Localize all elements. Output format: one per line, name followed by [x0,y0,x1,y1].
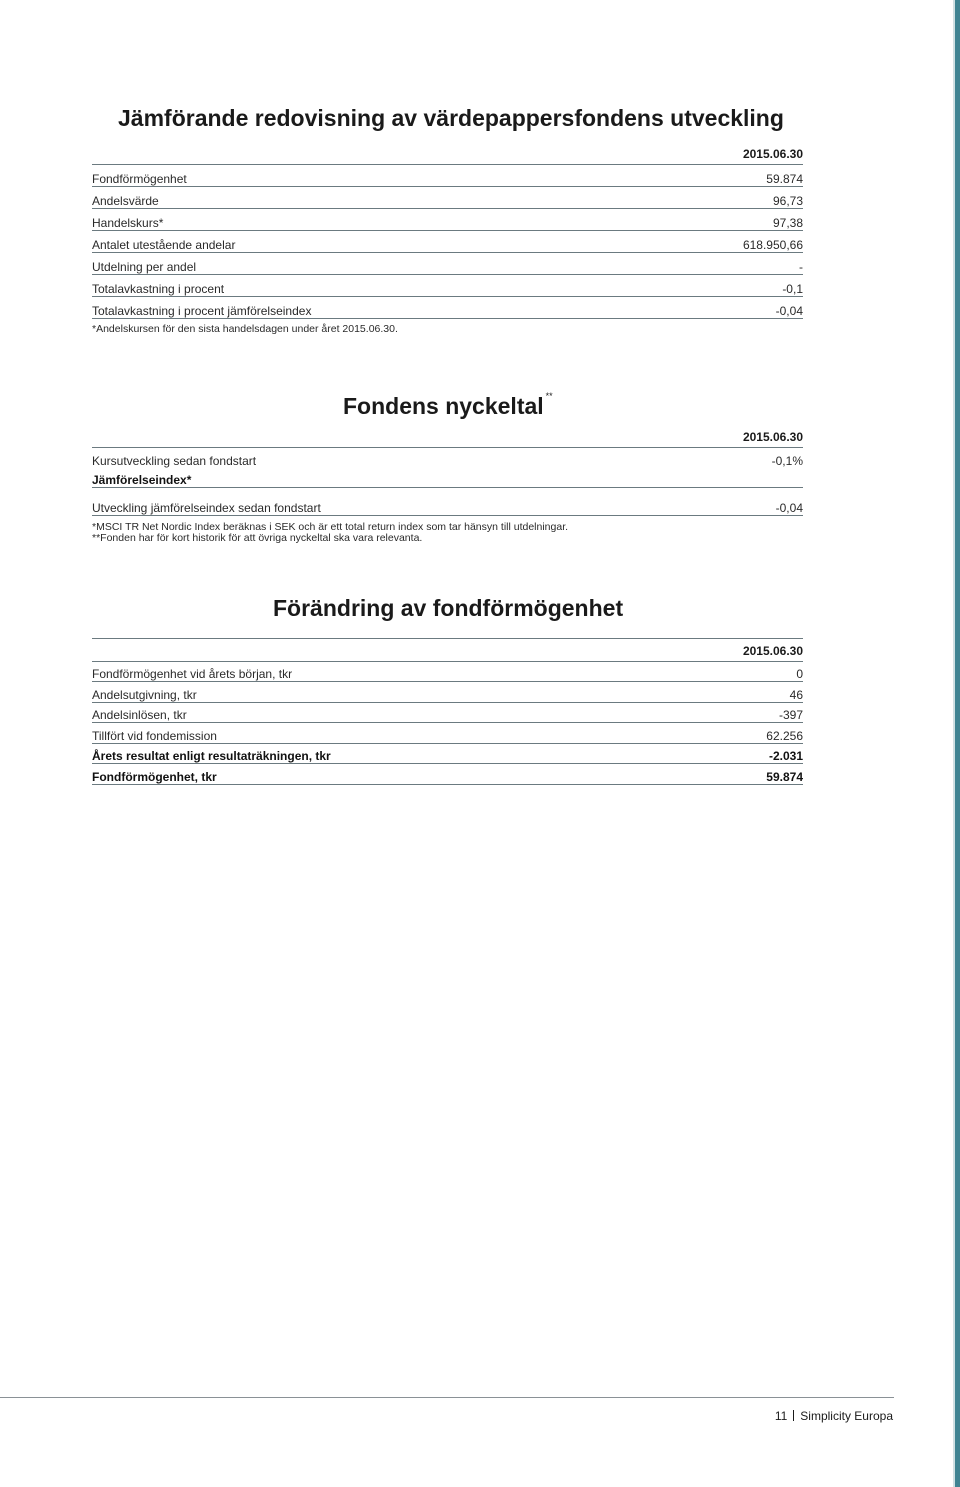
row-value: 46 [789,688,803,702]
row-label: Handelskurs* [92,216,164,230]
table-row [92,230,803,252]
table-bottom-rule [92,318,803,319]
row-value: 59.874 [766,770,803,784]
section3-title: Förändring av fondförmögenhet [273,595,624,621]
section2-note: **Fonden har för kort historik för att övriga nyckeltal ska vara relevanta. [92,532,423,544]
row-label: Utdelning per andel [92,260,197,274]
section2-subheading: Jämförelseindex* [92,473,192,487]
section1-date-header: 2015.06.30 [742,147,803,161]
page-number: 11 [774,1409,788,1423]
table-row [92,186,803,208]
row-label: Fondförmögenhet [92,172,187,186]
section2-date-header: 2015.06.30 [742,430,803,444]
table-row-total [92,743,803,763]
row-label: Totalavkastning i procent [92,282,225,296]
row-label: Fondförmögenhet, tkr [92,770,217,784]
row-value: -2.031 [768,749,803,763]
table-row-total [92,763,803,784]
table-bottom-rule [92,515,803,516]
row-value: 618.950,66 [742,238,803,252]
table-row [92,447,803,468]
section2-note: *MSCI TR Net Nordic Index beräknas i SEK och är ett total return index som tar hänsyn till utdelningar. [92,521,569,533]
row-value: 0 [796,667,803,681]
key-figures-table [92,427,803,544]
section2-title [343,393,553,420]
subheading-row [92,468,803,487]
row-label: Andelsvärde [92,194,159,208]
side-accent-fill [955,0,960,1487]
row-value: -397 [778,708,803,722]
row-value: - [799,260,803,274]
table-row [92,722,803,743]
row-label: Årets resultat enligt resultaträkningen, tkr [92,749,331,763]
table-row [92,661,803,681]
table-row [92,296,803,318]
row-value: -0,04 [775,501,803,515]
table-row [92,208,803,230]
row-value: -0,04 [775,304,803,318]
table-row [92,274,803,296]
section3-date-header: 2015.06.30 [742,644,803,658]
row-label: Andelsinlösen, tkr [92,708,187,722]
table-row [92,702,803,722]
side-accent-bar [953,0,960,1487]
row-label: Andelsutgivning, tkr [92,688,197,702]
change-table [92,638,803,785]
comparison-table [92,144,803,335]
row-label: Utveckling jämförelseindex sedan fondstart [92,501,321,515]
table-bottom-rule [92,784,803,785]
row-value: -0,1 [782,282,803,296]
row-label: Antalet utestående andelar [92,238,236,252]
row-label: Kursutveckling sedan fondstart [92,454,257,468]
table-top-rule [92,638,803,639]
section2-title-text: Fondens nyckeltal [343,393,544,419]
table-row [92,487,803,515]
row-label: Totalavkastning i procent jämförelseindex [92,304,312,318]
row-value: -0,1% [771,454,803,468]
footer-separator [793,1410,794,1421]
row-value: 62.256 [766,729,803,743]
row-value: 96,73 [772,194,803,208]
row-value: 59.874 [766,172,803,186]
row-value: 97,38 [772,216,803,230]
fund-name: Simplicity Europa [800,1409,893,1423]
table-row [92,681,803,702]
table-row [92,164,803,186]
page-footer [775,1409,893,1423]
section1-footnote: *Andelskursen för den sista handelsdagen under året 2015.06.30. [92,323,398,335]
section2-title-sup: ** [545,391,553,401]
section1-title: Jämförande redovisning av värdepappersfondens utveckling [118,105,784,131]
row-label: Fondförmögenhet vid årets början, tkr [92,667,293,681]
row-label: Tillfört vid fondemission [92,729,217,743]
footer-rule [0,1397,894,1398]
table-row [92,252,803,274]
